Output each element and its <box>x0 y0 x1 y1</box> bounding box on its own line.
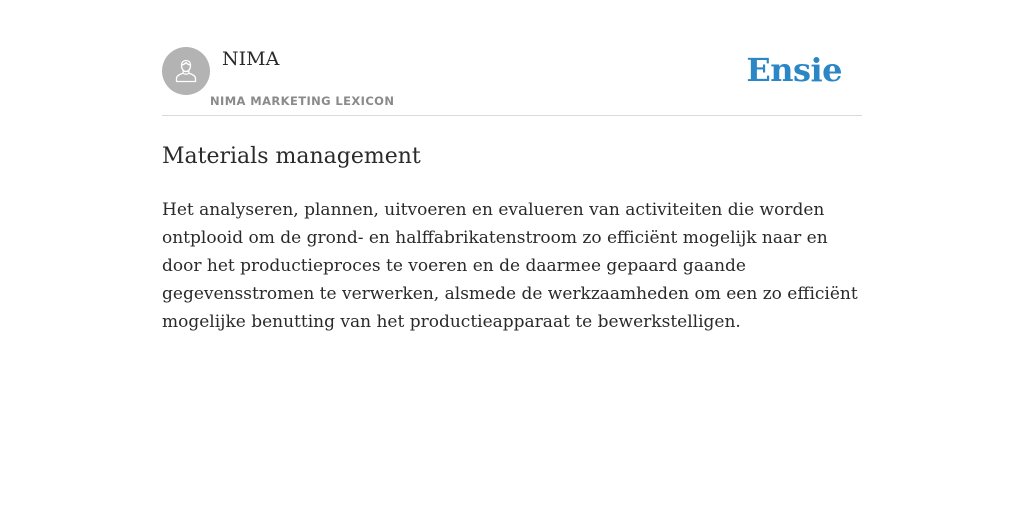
user-silhouette-icon <box>171 56 201 86</box>
author-name[interactable]: NIMA <box>222 48 280 70</box>
ensie-logo[interactable]: Ensie <box>746 51 842 89</box>
term-title: Materials management <box>162 144 421 169</box>
definition-card <box>162 47 862 336</box>
source-label: NIMA MARKETING LEXICON <box>210 94 395 108</box>
definition-text: Het analyseren, plannen, uitvoeren en evalueren van activiteiten die worden ontplooid om de grond- en halffabrikatenstroom zo efficiënt mogelijk naar en door het productieproces te voeren en de daarmee gepaard gaande gegevensstromen te verwerken, alsmede de werkzaamheden om een zo efficiënt mogelijke benutting van het productieapparaat te bewerkstelligen. <box>162 200 858 332</box>
card-header <box>162 47 862 116</box>
author-avatar[interactable] <box>162 47 210 95</box>
